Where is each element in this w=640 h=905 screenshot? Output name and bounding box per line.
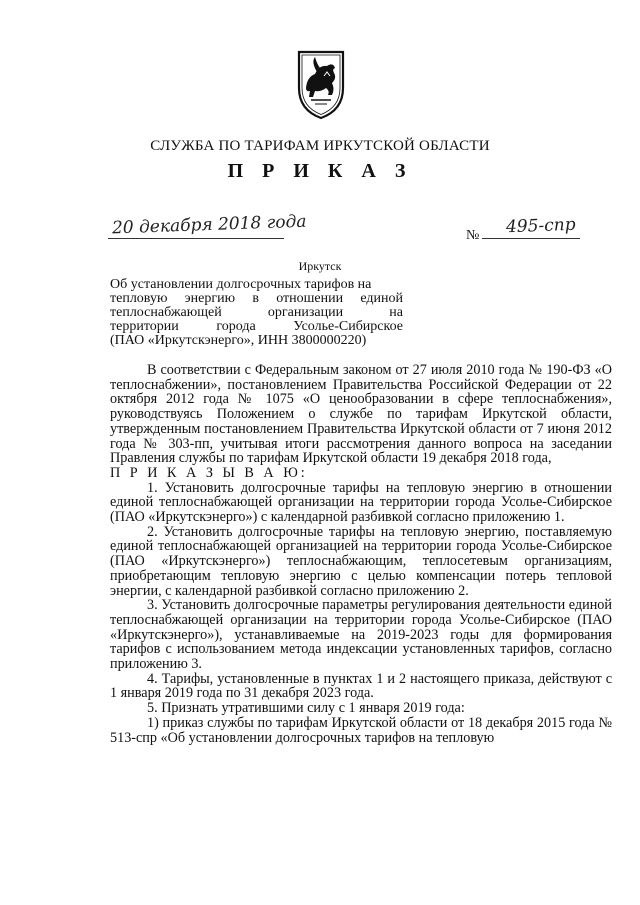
document-type-title: П Р И К А З <box>227 160 413 182</box>
subject-line: (ПАО «Иркутскэнерго», ИНН 3800000220) <box>110 333 367 348</box>
order-item: 1) приказ службы по тарифам Иркутской области от 18 декабря 2015 года № 513-спр «Об установлении долгосрочных тарифов на тепловую <box>110 714 612 746</box>
coat-of-arms-emblem <box>291 48 351 120</box>
document-subject <box>110 278 403 348</box>
number-underline <box>482 238 580 239</box>
subject-line: теплоснабжающей организации на <box>110 305 403 320</box>
preamble-paragraph: В соответствии с Федеральным законом от 27 июля 2010 года № 190-ФЗ «О теплоснабжении», постановлением Правительства Российской Федерации от 22 октября 2012 года № 1075 «О ценообразовании в сфере теплоснабжения», руководствуясь Положением о службе по тарифам Иркутской области, утвержденным постановлением Правительства Иркутской области от 7 июня 2012 года № 303-пп, учитывая итоги рассмотрения данного вопроса на заседании Правления службы по тарифам Иркутской области 19 декабря 2018 года, <box>110 362 612 467</box>
order-heading: П Р И К А З Ы В А Ю: <box>110 464 308 481</box>
handwritten-date: 20 декабря 2018 года <box>111 211 307 239</box>
subject-line: территории города Усолье-Сибирское <box>110 319 403 334</box>
date-underline <box>108 238 284 239</box>
number-label: № <box>466 228 480 243</box>
handwritten-number: 495-спр <box>505 214 576 238</box>
order-item: 5. Признать утратившими силу с 1 января 2019 года: <box>147 700 465 717</box>
document-body <box>110 363 612 745</box>
organization-name: СЛУЖБА ПО ТАРИФАМ ИРКУТСКОЙ ОБЛАСТИ <box>150 138 490 154</box>
order-item: 2. Установить долгосрочные тарифы на тепловую энергию, поставляемую единой теплоснабжающей организацией на территории города Усолье-Сибирское (ПАО «Иркутскэнерго») теплоснабжающим, теплосетевым организациям, приобретающим тепловую энергию с целью компенсации потерь тепловой энергии, с календарной разбивкой согласно приложению 2. <box>110 523 612 599</box>
order-item: 4. Тарифы, установленные в пунктах 1 и 2 настоящего приказа, действуют с 1 января 2019 года по 31 декабря 2023 года. <box>110 670 612 702</box>
order-item: 1. Установить долгосрочные тарифы на тепловую энергию в отношении единой теплоснабжающей организации на территории города Усолье-Сибирское (ПАО «Иркутскэнерго») с календарной разбивкой согласно приложению 1. <box>110 479 612 526</box>
city-name: Иркутск <box>298 259 342 273</box>
subject-line: Об установлении долгосрочных тарифов на <box>110 277 372 292</box>
subject-line: тепловую энергию в отношении единой <box>110 291 403 306</box>
order-item: 3. Установить долгосрочные параметры регулирования деятельности единой теплоснабжающей организации на территории города Усолье-Сибирское (ПАО «Иркутскэнерго»), устанавливаемые на 2019-2023 годы для формирования тарифов с использованием метода индексации установленных тарифов, согласно приложению 3. <box>110 597 612 673</box>
